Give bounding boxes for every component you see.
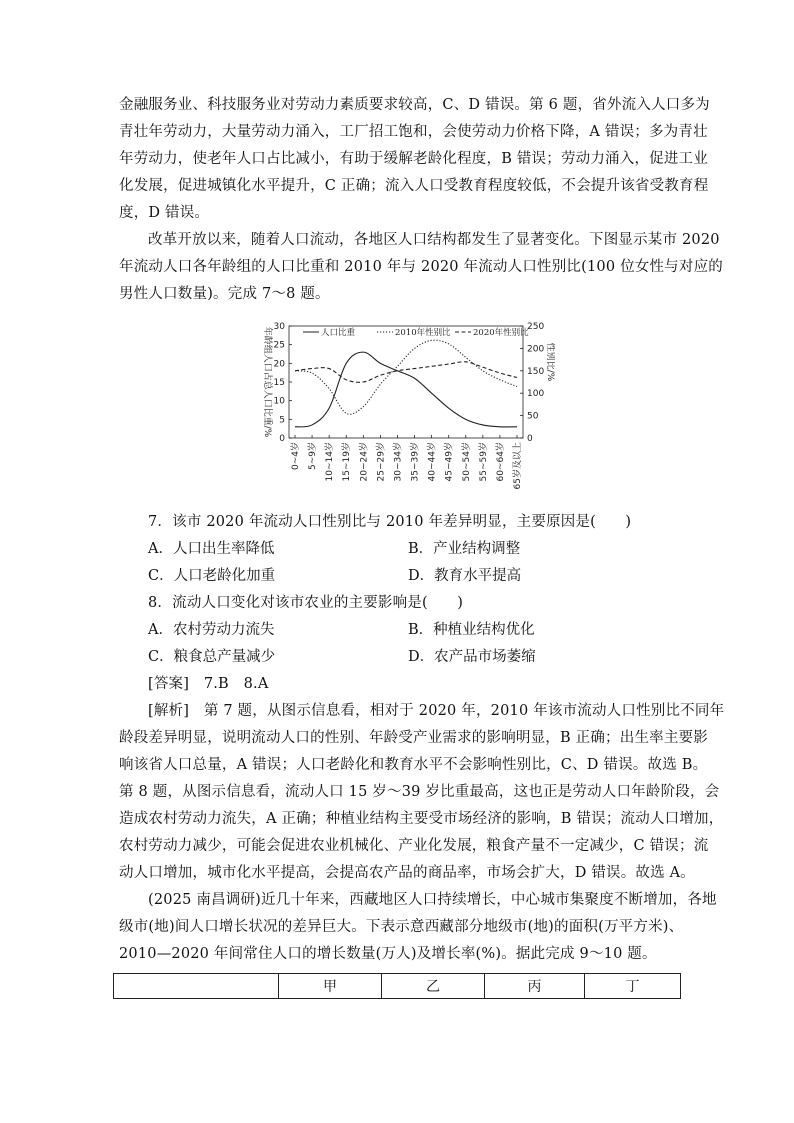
y2-tick-label: 100 xyxy=(527,389,545,400)
y2-tick-label: 50 xyxy=(527,411,539,422)
analysis-line: 第 8 题，从图示信息看，流动人口 15 岁～39 岁比重最高，这也正是劳动人口年龄阶段，会 xyxy=(119,784,720,800)
plot-frame xyxy=(289,326,523,438)
table-header-cell: 丁 xyxy=(584,974,680,999)
y-tick-label: 5 xyxy=(279,415,285,426)
text-line: 度，D 错误。 xyxy=(119,205,210,221)
q8-option-d: D．农产品市场萎缩 xyxy=(408,649,536,665)
next-line: 级市(地)间人口增长状况的差异巨大。下表示意西藏部分地级市(地)的面积(万平方米)、 xyxy=(119,919,684,935)
table-header-cell: 乙 xyxy=(382,974,485,999)
text-line: 青壮年劳动力，大量劳动力涌入，工厂招工饱和，会使劳动力价格下降，A 错误；多为青壮 xyxy=(119,124,708,140)
x-tick-label: 40~44岁 xyxy=(427,442,438,482)
x-tick-label: 65岁及以上 xyxy=(513,442,523,490)
text-line: 年劳动力，使老年人口占比减小，有助于缓解老龄化程度，B 错误；劳动力涌入，促进工业 xyxy=(119,151,708,167)
x-tick-label: 15~19岁 xyxy=(342,442,353,482)
x-tick-label: 60~64岁 xyxy=(495,442,506,482)
analysis-line: 农村劳动力减少，可能会促进农业机械化、产业化发展，粮食产量不一定减少，C 错误；流 xyxy=(119,838,709,854)
x-tick-label: 30~34岁 xyxy=(393,442,404,482)
x-tick-label: 20~24岁 xyxy=(359,442,370,482)
legend-label: 2020年性别比 xyxy=(473,328,529,338)
y2-tick-label: 250 xyxy=(527,322,545,332)
text-line: 金融服务业、科技服务业对劳动力素质要求较高，C、D 错误。第 6 题，省外流入人口多为 xyxy=(119,97,710,113)
next-line: 2010—2020 年间常住人口的增长数量(万人)及增长率(%)。据此完成 9～10 题。 xyxy=(119,946,657,962)
y2-tick-label: 0 xyxy=(527,434,533,444)
next-line: (2025 南昌调研)近几十年来，西藏地区人口持续增长，中心城市集聚度不断增加，各地 xyxy=(148,892,717,908)
x-tick-label: 0~4岁 xyxy=(291,442,301,470)
x-tick-label: 50~54岁 xyxy=(461,442,472,482)
y-axis-title: 年龄组人口占总人口比重/% xyxy=(262,326,272,438)
analysis-line: 龄段差异明显，说明流动人口的性别、年龄受产业需求的影响明显，B 正确；出生率主要影 xyxy=(119,730,708,746)
y-tick-label: 30 xyxy=(273,322,285,332)
analysis-line: 响该省人口总量，A 错误；人口老龄化和教育水平不会影响性别比，C、D 错误。故选 B。 xyxy=(119,757,708,773)
q7-option-d: D．教育水平提高 xyxy=(408,568,522,584)
y-tick-label: 10 xyxy=(273,396,285,407)
x-tick-label: 5~9岁 xyxy=(308,442,319,470)
legend-label: 2010年性别比 xyxy=(395,328,451,338)
data-table xyxy=(113,973,681,999)
table-header-row xyxy=(114,974,681,999)
legend-label: 人口比重 xyxy=(321,328,356,338)
q8-option-c: C．粮食总产量减少 xyxy=(148,649,276,665)
x-tick-label: 35~39岁 xyxy=(410,442,421,482)
answer-line: [答案] 7.B 8.A xyxy=(148,676,269,692)
y-tick-label: 0 xyxy=(279,434,285,444)
y-tick-label: 15 xyxy=(273,378,285,388)
q8-option-b: B．种植业结构优化 xyxy=(408,622,535,638)
y2-axis-title: 性别比/% xyxy=(545,342,555,382)
q7-option-b: B．产业结构调整 xyxy=(408,541,521,557)
y-tick-label: 20 xyxy=(273,359,285,370)
q7-stem: 7．该市 2020 年流动人口性别比与 2010 年差异明显，主要原因是( ) xyxy=(148,514,632,530)
x-tick-label: 45~49岁 xyxy=(444,442,455,482)
analysis-line: [解析] 第 7 题，从图示信息看，相对于 2020 年，2010 年该市流动人口性别比不同年 xyxy=(148,703,725,719)
q8-stem: 8．流动人口变化对该市农业的主要影响是( ) xyxy=(148,595,464,611)
y2-tick-label: 150 xyxy=(527,366,545,377)
table-header-cell xyxy=(114,974,279,999)
q7-option-a: A．人口出生率降低 xyxy=(148,541,275,557)
intro-line: 男性人口数量)。完成 7～8 题。 xyxy=(119,286,330,302)
y2-tick-label: 200 xyxy=(527,344,545,355)
text-line: 化发展，促进城镇化水平提升，C 正确；流入人口受教育程度较低，不会提升该省受教育程 xyxy=(119,178,709,194)
table-header-cell: 丙 xyxy=(484,974,584,999)
intro-line: 改革开放以来，随着人口流动，各地区人口结构都发生了显著变化。下图显示某市 2020 xyxy=(148,232,720,248)
x-tick-label: 25~29岁 xyxy=(376,442,387,482)
q8-option-a: A．农村劳动力流失 xyxy=(148,622,275,638)
x-tick-label: 10~14岁 xyxy=(325,442,336,482)
q7-option-c: C．人口老龄化加重 xyxy=(148,568,276,584)
analysis-line: 造成农村劳动力流失，A 正确；种植业结构主要受市场经济的影响，B 错误；流动人口增加， xyxy=(119,811,724,827)
series-line-dashed xyxy=(295,362,517,383)
intro-line: 年流动人口各年龄组的人口比重和 2010 年与 2020 年流动人口性别比(100 位女性与对应的 xyxy=(119,259,723,275)
series-line-dotted xyxy=(295,340,517,414)
analysis-line: 动人口增加，城市化水平提高，会提高农产品的商品率，市场会扩大，D 错误。故选 A。 xyxy=(119,865,696,881)
series-line-solid xyxy=(295,352,517,427)
y-tick-label: 25 xyxy=(273,340,285,351)
chart-svg xyxy=(255,318,555,498)
table-header-cell: 甲 xyxy=(279,974,382,999)
population-chart xyxy=(255,318,555,498)
x-tick-label: 55~59岁 xyxy=(478,442,489,482)
